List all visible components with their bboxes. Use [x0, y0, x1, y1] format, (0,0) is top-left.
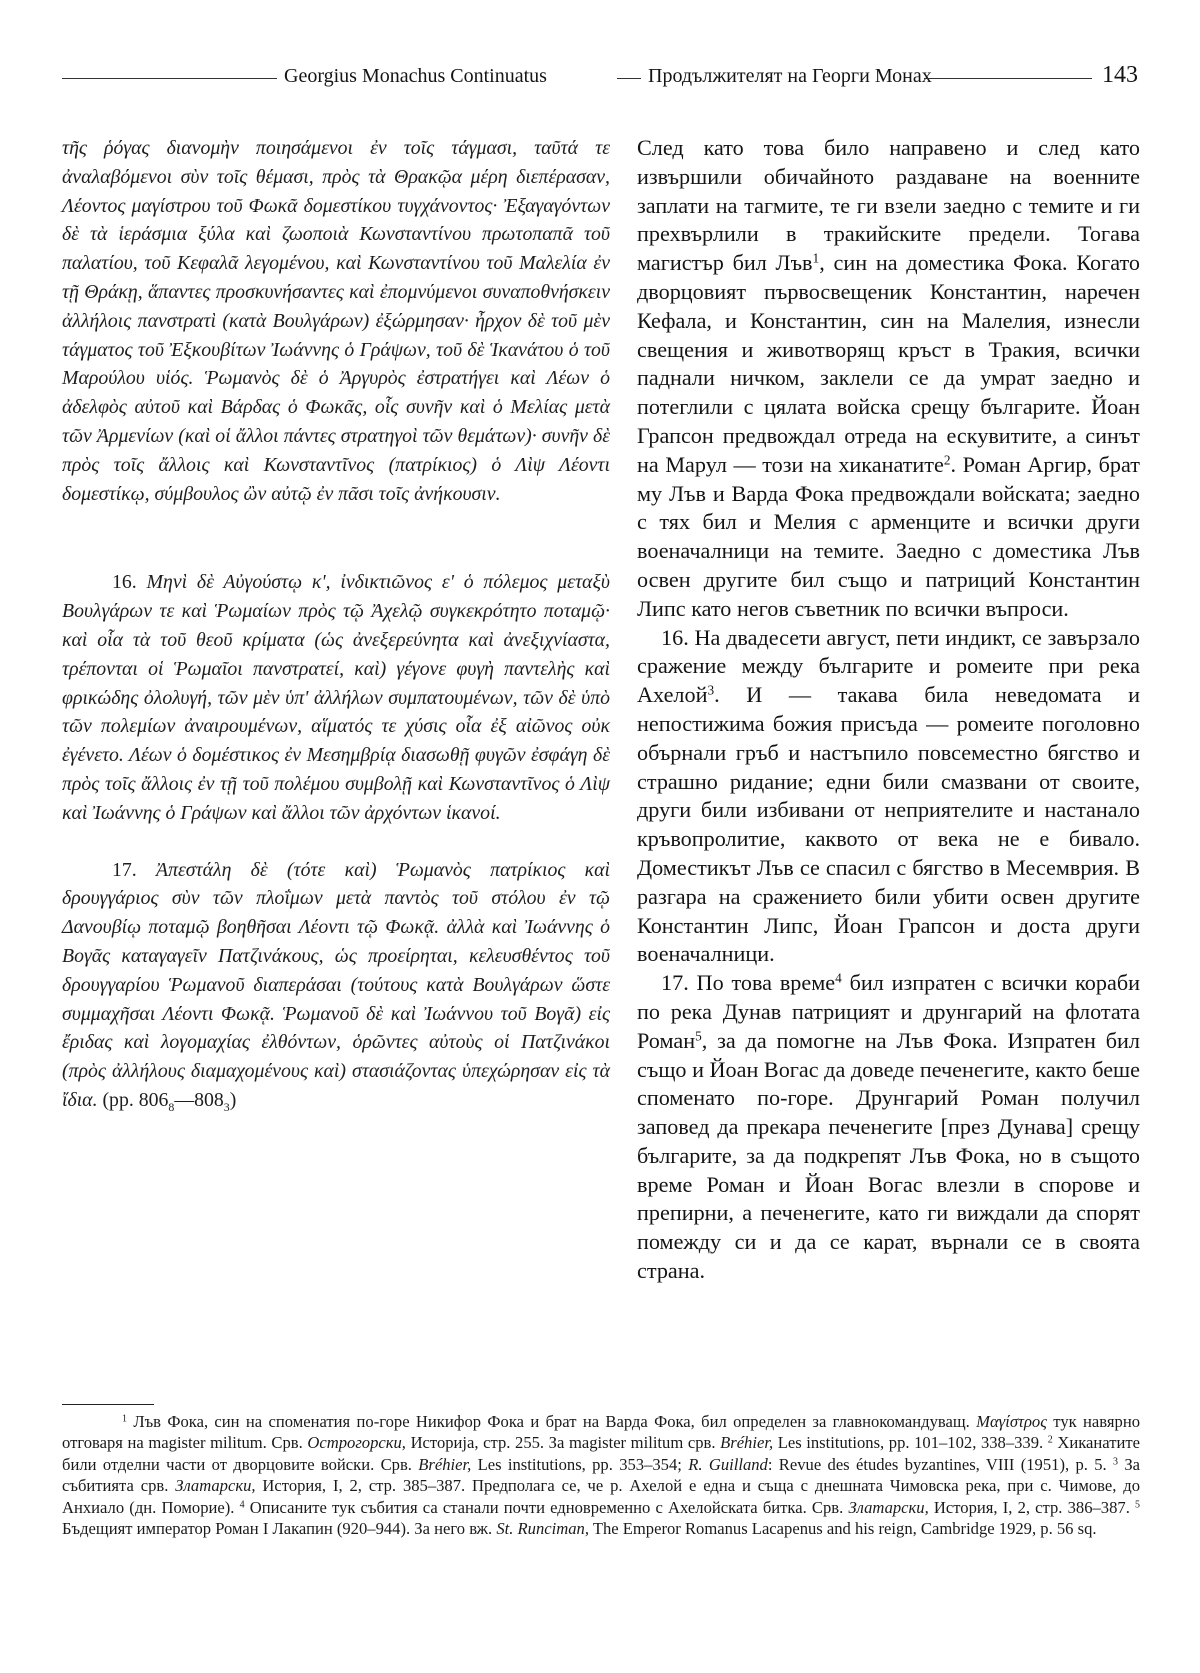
header-rule-right: [924, 78, 1092, 79]
greek-text: Ἀπεστάλη δὲ (τότε καὶ) Ῥωμανὸς πατρίκιος καὶ δρουγγάριος σὺν τῶν πλοΐμων μετὰ παντὸς τοῦ στόλου ἐν τῷ Δανουβίῳ ποταμῷ βοηθῆσαι Λέοντι τῷ Φωκᾷ. ἀλλὰ καὶ Ἰωάννης ὁ Βογᾶς καταγαγεῖν Πατζινάκους, ὡς προείρηται, κελευσθέντος τοῦ δρουγγαρίου Ῥωμανοῦ διαπεράσαι (τούτους κατὰ Βουλγάρων ὥστε συμμαχῆσαι Λέοντι Φωκᾷ. Ῥωμανοῦ δὲ καὶ Ἰωάννου τοῦ Βογᾶ) εἰς ἔριδας καὶ λογομαχίας ἐλθόντων, ὁρῶντες αὐτοὺς οἱ Πατζινάκοι (πρὸς ἀλλήλους διαμαχομένους καὶ) στασιάζοντας ὑπεχώρησαν εἰς τὰ ἴδια.: [62, 858, 610, 1111]
footnote-marker: 1: [812, 250, 820, 266]
bulgarian-paragraph-17: 17. По това време$^4$ бил изпратен с всички кораби по река Дунав патрицият и друнгарий на флотата Роман$^5$, за да помогне на Лъв Фока. Изпратен бил също и Йоан Вогас да доведе печенегите, както беше споменато по-горе. Друнгарий Роман получил заповед да прекара печенегите [през Дунава] срещу българите, за да подкрепят Лъв Фока, но в същото време Роман и Йоан Вогас влезли в спорове и препирни, а печенегите, като ги виждали да спорят помежду си и да се карат, върнали се в своята страна.: [637, 970, 1140, 1284]
footnote-separator: [62, 1404, 154, 1405]
bulgarian-paragraph-16: 16. На двадесети август, пети индикт, се завързало сражение между българите и ромеите при река Ахелой$^3$. И — такава била неведомата и непостижима божия присъда — ромеите поголовно обърнали гръб и настъпило повсеместно бягство и страшно ридание; едни били смазвани от своите, други били избивани от неприятелите и настанало кръвопролитие, каквото от века не е бивало. Доместикът Лъв се спасил с бягство в Месемврия. В разгара на сражението били убити освен другите Константин Липс, Йоан Грапсон и доста други военачалници.: [637, 624, 1140, 967]
header-rule-left: [62, 78, 277, 79]
section-number: 17.: [112, 858, 137, 881]
greek-text: Μηνὶ δὲ Αὐγούστῳ κ', ἰνδικτιῶνος ε' ὁ πόλεμος μεταξὺ Βουλγάρων τε καὶ Ῥωμαίων πρὸς τῷ Ἀχελῷ συγκεκρότητο ποταμῷ· καὶ οἷα τὰ τοῦ θεοῦ κρίματα (ὡς ἀνεξερεύνητα καὶ ἀνεξιχνίαστα, τρέπονται οἱ Ῥωμαῖοι πανστρατεί, καὶ) γέγονε φυγὴ παντελὴς καὶ φρικώδης ὀλολυγή, τῶν μὲν ὑπ' ἀλλήλων συμπατουμένων, τῶν δὲ ὑπὸ τῶν πολεμίων ἀναιρουμένων, αἵματός τε χύσις οἷα ἐξ αἰῶνος οὐκ ἐγένετο. Λέων ὁ δομέστικος ἐν Μεσημβρίᾳ διασωθῇ φυγῶν ἐσφάγη δὲ πρὸς τοῖς ἄλλοις ἐν τῇ τοῦ πολέμου συμβολῇ καὶ Κωνσταντῖνος ὁ Λὶψ καὶ Ἰωάννης ὁ Γράψων καὶ ἄλλοι τῶν ἀρχόντων ἱκανοί.: [62, 571, 610, 824]
footnotes: [62, 1411, 1140, 1539]
greek-column: [62, 134, 610, 1115]
footnote-marker: 2: [943, 452, 951, 468]
header-title-latin: Georgius Monachus Continuatus: [284, 65, 547, 87]
footnote-marker: 4: [835, 970, 842, 986]
bulgarian-paragraph: След като това било направено и след като извършили обичайното раздаване на военните заплати на тагмите, те ги взели заедно с темите и ги прехвърлили в тракийските предели. Тогава магистър бил Лъв$^1$, син на доместика Фока. Когато дворцовият първосвещеник Константин, наречен Кефала, и Константин, син на Малелия, изнесли свещения и животворящ кръст в Тракия, всички паднали ничком, заклели се да умрат заедно и потеглили с цялата войска срещу българите. Йоан Грапсон предвождал отреда на ескувитите, а синът на Марул — този на хиканатите$^2$. Роман Аргир, брат му Лъв и Варда Фока предвождали войската; заедно с тях бил и Мелия с арменците и всички други военачалници на темите. Заедно с доместика Лъв освен другите бил също и патриций Константин Липс като негов съветник по всички въпроси.: [637, 135, 1141, 621]
header-title-bulgarian: Продължителят на Георги Монах: [648, 65, 932, 87]
header-rule-middle: [617, 78, 641, 79]
page-reference: (pp. $806_8—808_3$): [102, 1088, 237, 1114]
footnote-marker: 3: [707, 682, 715, 698]
greek-paragraph-17: [62, 856, 610, 1115]
bulgarian-column: [637, 134, 1140, 1286]
section-number: 16.: [112, 571, 137, 594]
page-number: 143: [1102, 62, 1138, 88]
greek-paragraph-16: [62, 568, 610, 827]
greek-paragraph: τῆς ῥόγας διανομὴν ποιησάμενοι ἐν τοῖς τάγμασι, ταῦτά τε ἀναλαβόμενοι σὺν τοῖς θέμασι, πρὸς τὰ Θρακῷα μέρη διεπέρασαν, Λέοντος μαγίστρου τοῦ Φωκᾶ δομεστίκου τυγχάνοντος· Ἐξαγαγόντων δὲ τὰ ἱεράσμια ξύλα καὶ ζωοποιὰ Κωνσταντίνου πρωτοπαπᾶ τοῦ παλατίου, τοῦ Κεφαλᾶ λεγομένου, καὶ Κωνσταντίνου τοῦ Μαλελία ἐν τῇ Θράκῃ, ἅπαντες προσκυνήσαντες καὶ ἐπομνύμενοι συναποθνήσκειν ἀλλήλοις πανστρατὶ (κατὰ Βουλγάρων) ἐξώρμησαν· ἦρχον δὲ τοῦ μὲν τάγματος τοῦ Ἐξκουβίτων Ἰωάννης ὁ Γράψων, τοῦ δὲ Ἱκανάτου ὁ τοῦ Μαρούλου υἱός. Ῥωμανὸς δὲ ὁ Ἀργυρὸς ἐστρατήγει καὶ Λέων ὁ ἀδελφὸς αὐτοῦ καὶ Βάρδας ὁ Φωκᾶς, οἷς συνῆν καὶ ὁ Μελίας μετὰ τῶν Ἀρμενίων (καὶ οἱ ἄλλοι πάντες στρατηγοὶ τῶν θεμάτων)· συνῆν δὲ πρὸς τοῖς ἄλλοις καὶ Κωνσταντῖνος (πατρίκιος) ὁ Λὶψ Λέοντι δομεστίκῳ, σύμβουλος ὢν αὐτῷ ἐν πᾶσι τοῖς ἀνήκουσιν.: [62, 137, 610, 505]
footnote-marker: 5: [695, 1028, 702, 1044]
running-header: [62, 62, 1138, 94]
footnote-text: $^1$ Лъв Фока, син на споменатия по-горе Никифор Фока и брат на Варда Фока, бил определен за главнокомандуващ. Μαγίστρος тук навярно отговаря на magister militum. Срв. Острогорски, Историја, стр. 255. За magister militum срв. Bréhier, Les institutions, pp. 101–102, 338–339. $^2$ Хиканатите били отделни части от дворцовите войски. Срв. Bréhier, Les institutions, pp. 353–354; R. Guilland: Revue des études byzantines, VIII (1951), p. 5. $^3$ За събитията срв. Златарски, История, I, 2, стр. 385–387. Предполага се, че р. Ахелой е една и съща с днешната Чимовска река, при с. Чимове, до Анхиало (дн. Поморие). $^4$ Описаните тук събития са станали почти едновременно с Ахелойската битка. Срв. Златарски, История, I, 2, стр. 386–387. $^5$ Бъдещият император Роман I Лакапин (920–944). За него вж. St. Runciman, The Emperor Romanus Lacapenus and his reign, Cambridge 1929, p. 56 sq.: [62, 1412, 1141, 1539]
